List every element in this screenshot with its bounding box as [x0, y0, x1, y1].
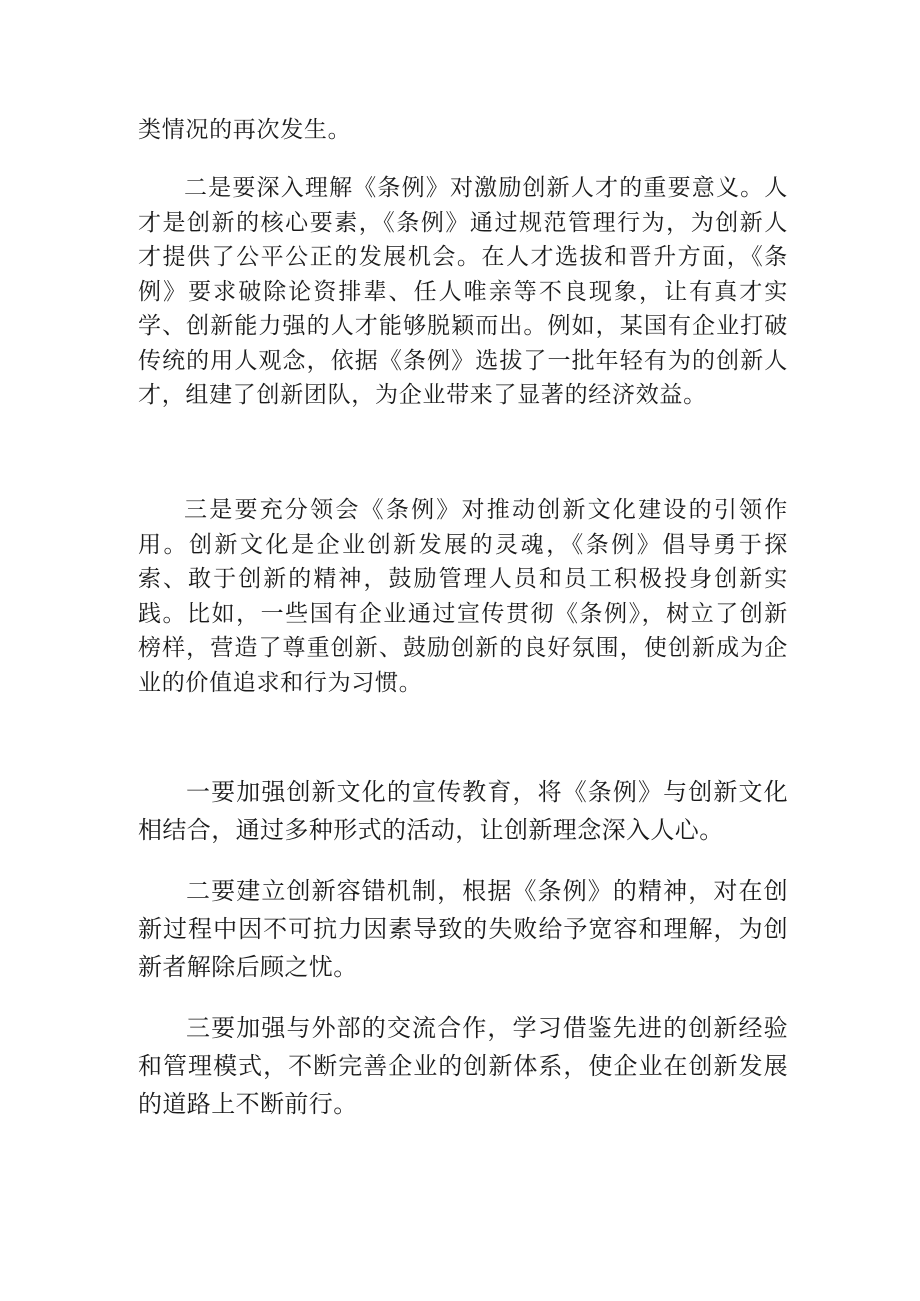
- paragraph-talent-significance: 二是要深入理解《条例》对激励创新人才的重要意义。人才是创新的核心要素，《条例》通过规范管理行为，为创新人才提供了公平公正的发展机会。在人才选拔和晋升方面，《条例》要求破除论资排辈、任人唯亲等不良现象，让有真才实学、创新能力强的人才能够脱颖而出。例如，某国有企业打破传统的用人观念，依据《条例》选拔了一批年轻有为的创新人才，组建了创新团队，为企业带来了显著的经济效益。: [138, 175, 788, 408]
- paragraph-measure-publicity: 一要加强创新文化的宣传教育，将《条例》与创新文化相结合，通过多种形式的活动，让创新理念深入人心。: [138, 778, 788, 844]
- paragraph-measure-cooperation: 三要加强与外部的交流合作，学习借鉴先进的创新经验和管理模式，不断完善企业的创新体系，使企业在创新发展的道路上不断前行。: [138, 1014, 788, 1118]
- paragraph-continuation: 类情况的再次发生。: [138, 117, 352, 143]
- paragraph-measure-fault-tolerance: 二要建立创新容错机制，根据《条例》的精神，对在创新过程中因不可抗力因素导致的失败给予宽容和理解，为创新者解除后顾之忧。: [138, 877, 788, 981]
- paragraph-innovation-culture: 三是要充分领会《条例》对推动创新文化建设的引领作用。创新文化是企业创新发展的灵魂，《条例》倡导勇于探索、敢于创新的精神，鼓励管理人员和员工积极投身创新实践。比如，一些国有企业通过宣传贯彻《条例》，树立了创新榜样，营造了尊重创新、鼓励创新的良好氛围，使创新成为企业的价值追求和行为习惯。: [138, 497, 788, 696]
